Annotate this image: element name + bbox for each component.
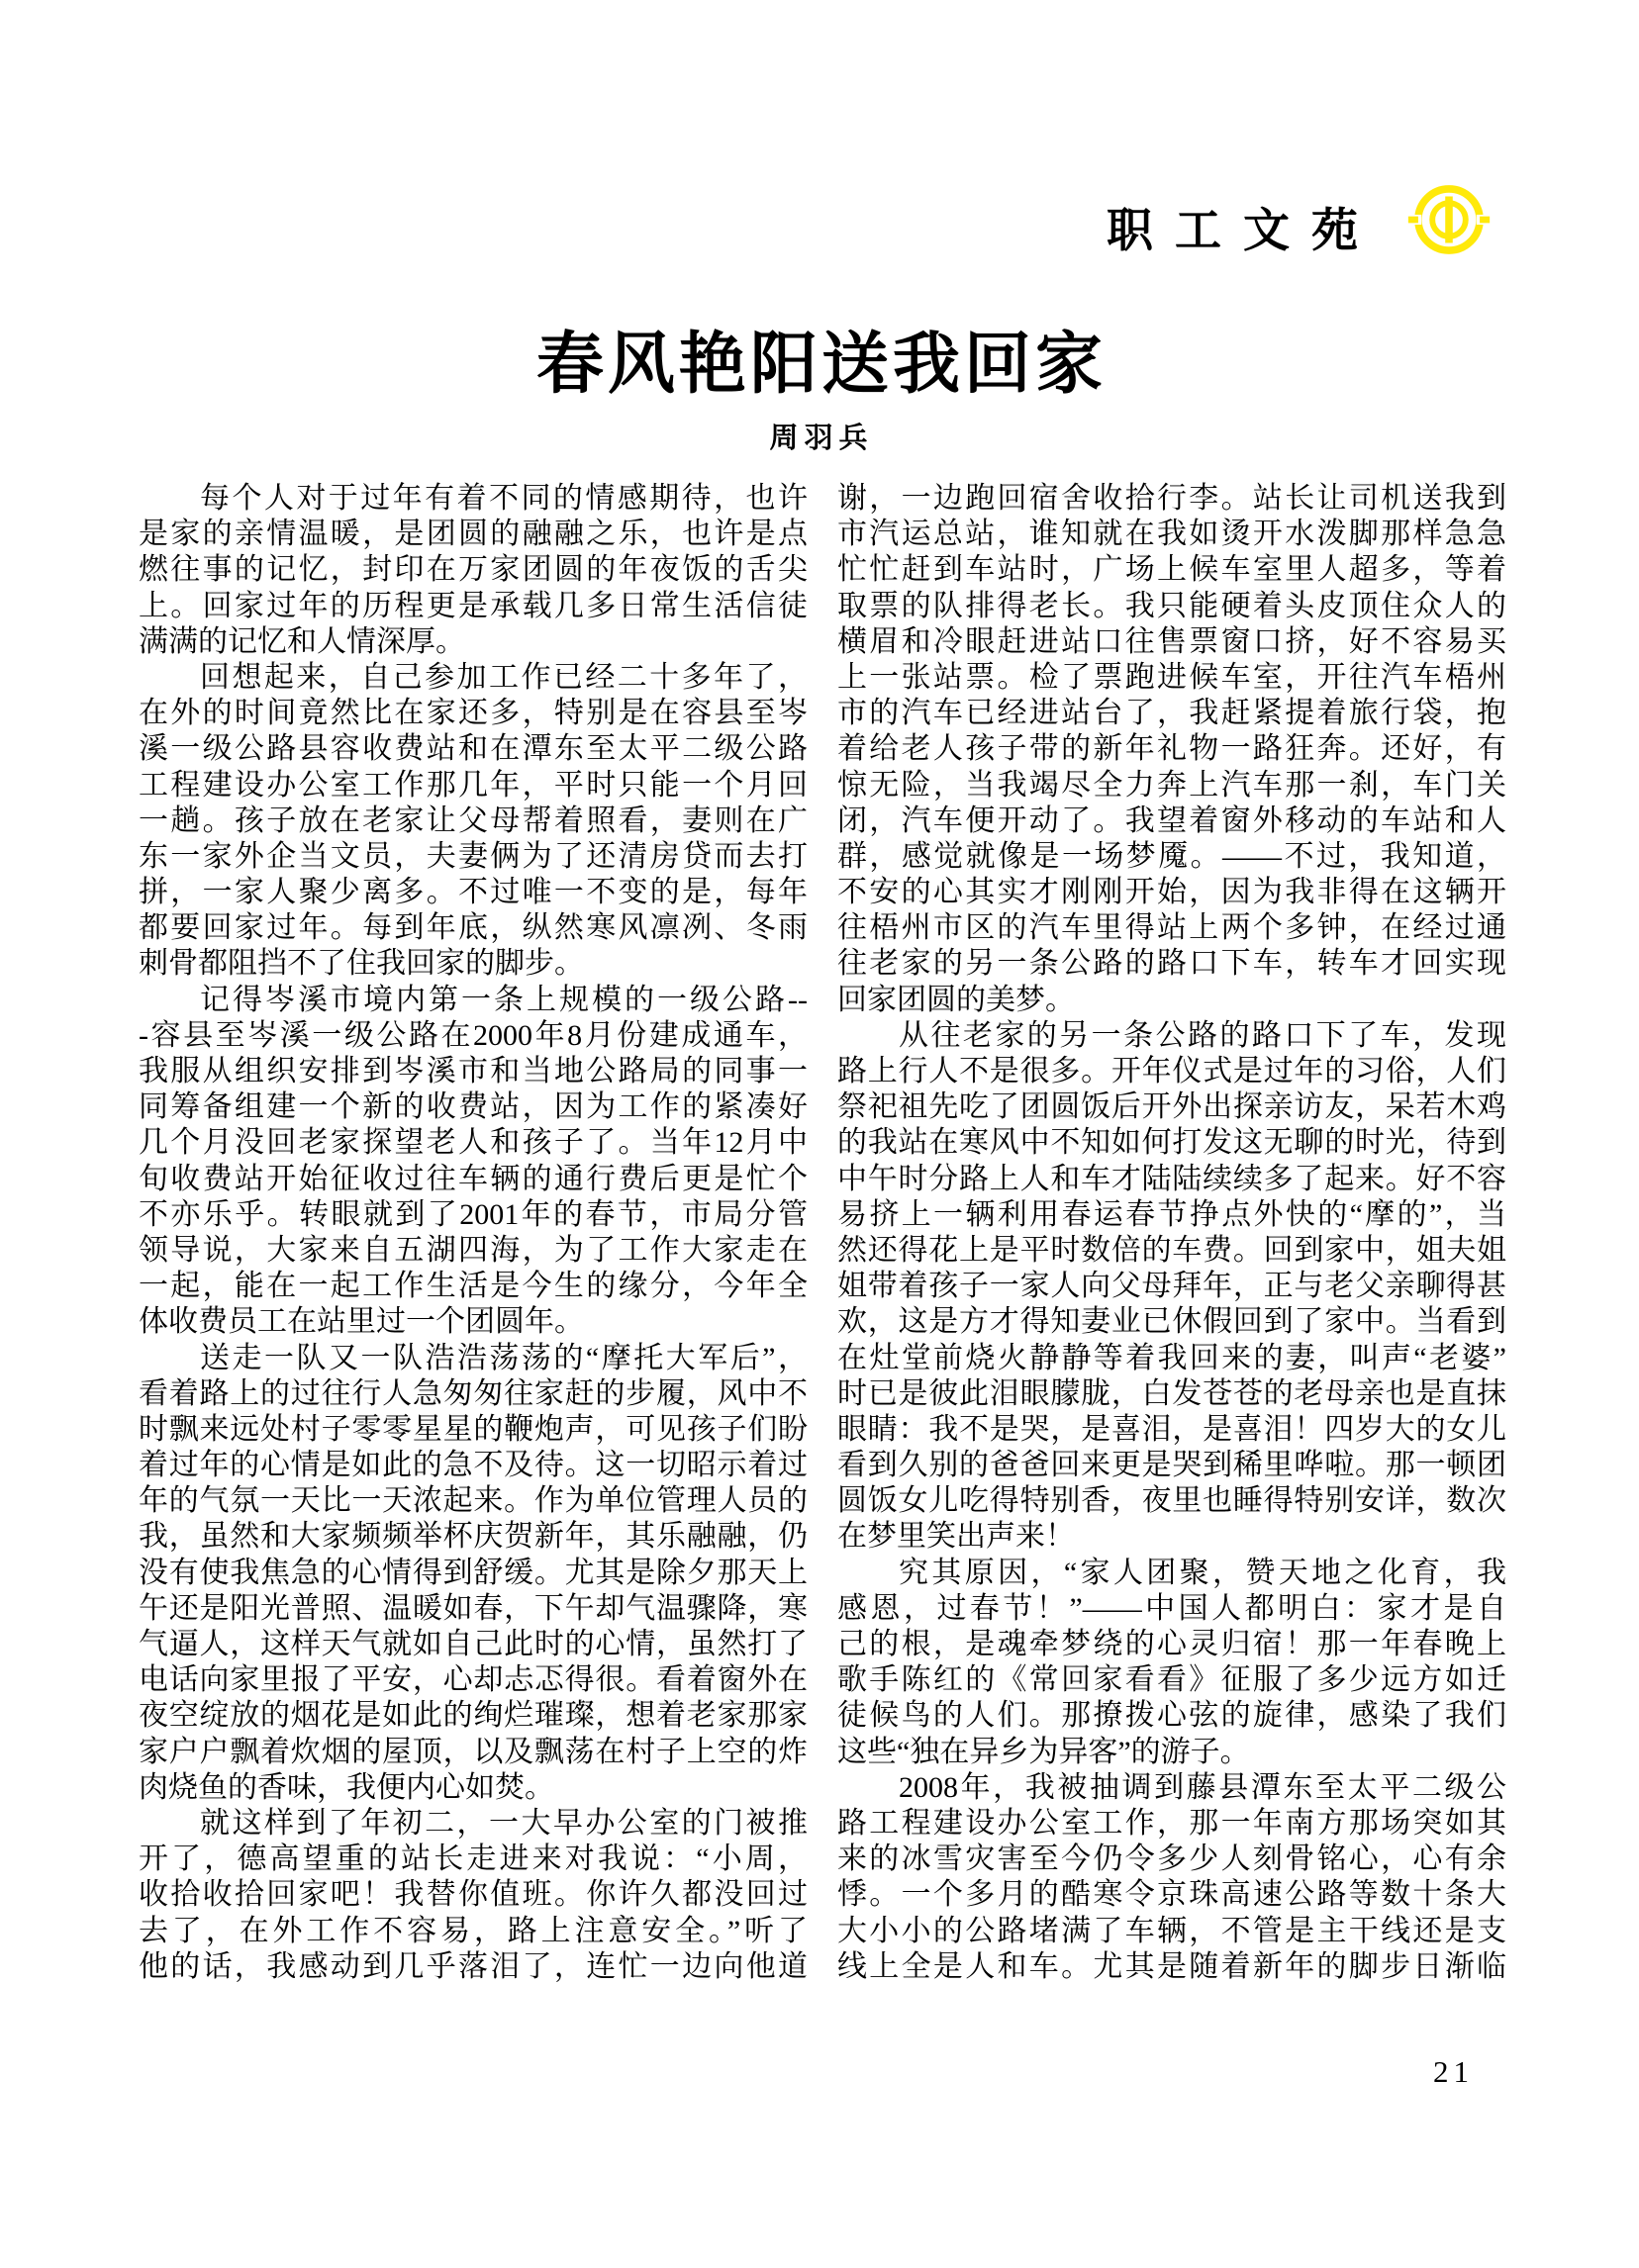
- text-line: 在梦里笑出声来！: [837, 1520, 1075, 1554]
- text-line: 在灶堂前烧火静静等着我回来的妻，叫声“老婆”: [837, 1341, 1506, 1374]
- text-line: 时飘来远处村子零零星星的鞭炮声，可见孩子们盼: [139, 1412, 808, 1446]
- text-line: 闭，汽车便开动了。我望着窗外移动的车站和人: [837, 803, 1506, 837]
- text-line: 市汽运总站，谁知就在我如烫开水泼脚那样急急: [837, 518, 1506, 551]
- text-line: 不亦乐乎。转眼就到了2001年的春节，市局分管: [139, 1197, 808, 1231]
- text-line: 在外的时间竟然比在家还多，特别是在容县至岑: [139, 697, 808, 730]
- text-line: 中午时分路上人和车才陆陆续续多了起来。好不容: [837, 1162, 1506, 1195]
- text-line: 感恩，过春节！”——中国人都明白：家才是自: [837, 1591, 1506, 1625]
- body-column-right: [837, 481, 1506, 1985]
- text-line: 往梧州市区的汽车里得站上两个多钟，在经过通: [837, 911, 1506, 945]
- text-line: 他的话，我感动到几乎落泪了，连忙一边向他道: [139, 1949, 808, 1983]
- text-line: 上一张站票。检了票跑进候车室，开往汽车梧州: [837, 660, 1506, 694]
- text-line: 旬收费站开始征收过往车辆的通行费后更是忙个: [139, 1162, 808, 1195]
- text-line: 收拾收拾回家吧！我替你值班。你许久都没回过: [139, 1878, 808, 1912]
- text-line: 每个人对于过年有着不同的情感期待，也许: [200, 482, 808, 515]
- text-line: 我，虽然和大家频频举杯庆贺新年，其乐融融，仍: [139, 1520, 808, 1554]
- text-line: 领导说，大家来自五湖四海，为了工作大家走在: [139, 1233, 808, 1267]
- text-line: 回家团圆的美梦。: [837, 983, 1075, 1016]
- section-masthead: 职工文苑: [1107, 206, 1380, 257]
- text-line: 气逼人，这样天气就如自己此时的心情，虽然打了: [139, 1628, 808, 1660]
- text-line: 送走一队又一队浩浩荡荡的“摩托大军后”，: [200, 1341, 808, 1374]
- text-line: 时已是彼此泪眼朦胧，白发苍苍的老母亲也是直抹: [837, 1376, 1506, 1410]
- text-line: 祭祀祖先吃了团圆饭后开外出探亲访友，呆若木鸡: [837, 1090, 1506, 1124]
- text-line: 夜空绽放的烟花是如此的绚烂璀璨，想着老家那家: [139, 1699, 808, 1733]
- text-line: 去了，在外工作不容易，路上注意安全。”听了: [139, 1914, 808, 1947]
- text-line: 己的根，是魂牵梦绕的心灵归宿！那一年春晚上: [837, 1628, 1506, 1660]
- article-title: 春风艳阳送我回家: [535, 327, 1107, 402]
- text-line: 看到久别的爸爸回来更是哭到稀里哗啦。那一顿团: [837, 1449, 1506, 1482]
- text-line: 是家的亲情温暖，是团圆的融融之乐，也许是点: [139, 518, 808, 551]
- text-line: 肉烧鱼的香味，我便内心如焚。: [139, 1770, 554, 1804]
- text-line: 一起，能在一起工作生活是今生的缘分，今年全: [139, 1270, 808, 1303]
- text-line: 记得岑溪市境内第一条上规模的一级公路--: [200, 983, 808, 1016]
- text-line: 来的冰雪灾害至今仍令多少人刻骨铭心，心有余: [837, 1843, 1506, 1876]
- text-line: 着给老人孩子带的新年礼物一路狂奔。还好，有: [837, 732, 1506, 766]
- text-line: 2008年，我被抽调到藤县潭东至太平二级公: [899, 1770, 1506, 1804]
- text-line: 满满的记忆和人情深厚。: [139, 624, 465, 658]
- text-line: 没有使我焦急的心情得到舒缓。尤其是除夕那天上: [139, 1556, 808, 1589]
- text-line: 一趟。孩子放在老家让父母帮着照看，妻则在广: [139, 803, 808, 837]
- text-line: 忙忙赶到车站时，广场上候车室里人超多，等着: [837, 553, 1506, 587]
- text-line: 工程建设办公室工作那几年，平时只能一个月回: [139, 768, 808, 802]
- text-line: 体收费员工在站里过一个团圆年。: [139, 1305, 584, 1339]
- text-line: 谢，一边跑回宿舍收拾行李。站长让司机送我到: [837, 482, 1506, 515]
- text-line: 然还得花上是平时数倍的车费。回到家中，姐夫姐: [837, 1233, 1506, 1267]
- text-line: 同筹备组建一个新的收费站，因为工作的紧凑好: [139, 1090, 808, 1124]
- text-line: 着过年的心情是如此的急不及待。这一切昭示着过: [139, 1449, 808, 1482]
- text-line: 拼，一家人聚少离多。不过唯一不变的是，每年: [139, 876, 808, 909]
- text-line: 线上全是人和车。尤其是随着新年的脚步日渐临: [837, 1949, 1506, 1983]
- text-line: 取票的队排得老长。我只能硬着头皮顶住众人的: [837, 589, 1506, 622]
- text-line: 都要回家过年。每到年底，纵然寒风凛冽、冬雨: [139, 911, 808, 945]
- text-line: 悸。一个多月的酷寒令京珠高速公路等数十条大: [837, 1878, 1506, 1912]
- text-line: 路工程建设办公室工作，那一年南方那场突如其: [837, 1806, 1506, 1840]
- text-line: 上。回家过年的历程更是承载几多日常生活信徒: [139, 589, 808, 622]
- text-line: 开了，德高望重的站长走进来对我说：“小周，: [139, 1843, 808, 1876]
- text-line: 我服从组织安排到岑溪市和当地公路局的同事一: [139, 1055, 808, 1087]
- text-line: 市的汽车已经进站台了，我赶紧提着旅行袋，抱: [837, 697, 1506, 730]
- text-line: 姐带着孩子一家人向父母拜年，正与老父亲聊得甚: [837, 1270, 1506, 1303]
- text-line: 这些“独在异乡为异客”的游子。: [837, 1735, 1250, 1768]
- text-line: 回想起来，自己参加工作已经二十多年了，: [200, 660, 808, 694]
- text-line: 看着路上的过往行人急匆匆往家赶的步履，风中不: [139, 1376, 808, 1410]
- text-line: 横眉和冷眼赶进站口往售票窗口挤，好不容易买: [837, 624, 1506, 658]
- text-line: 家户户飘着炊烟的屋顶，以及飘荡在村子上空的炸: [139, 1735, 808, 1768]
- trade-union-emblem-icon: [1407, 178, 1491, 261]
- text-line: 几个月没回老家探望老人和孩子了。当年12月中: [139, 1126, 808, 1160]
- text-line: 刺骨都阻挡不了住我回家的脚步。: [139, 947, 584, 981]
- text-line: -容县至岑溪一级公路在2000年8月份建成通车，: [139, 1018, 808, 1052]
- text-line: 午还是阳光普照、温暖如春，下午却气温骤降，寒: [139, 1591, 808, 1625]
- text-line: 年的气氛一天比一天浓起来。作为单位管理人员的: [139, 1484, 808, 1518]
- text-line: 电话向家里报了平安，心却忐忑得很。看着窗外在: [139, 1663, 808, 1697]
- text-line: 眼睛：我不是哭，是喜泪，是喜泪！四岁大的女儿: [837, 1412, 1506, 1446]
- text-line: 就这样到了年初二，一大早办公室的门被推: [200, 1806, 808, 1840]
- text-line: 的我站在寒风中不知如何打发这无聊的时光，待到: [837, 1126, 1506, 1160]
- text-line: 惊无险，当我竭尽全力奔上汽车那一刹，车门关: [837, 768, 1506, 802]
- text-line: 歌手陈红的《常回家看看》征服了多少远方如迁: [837, 1663, 1506, 1697]
- text-line: 不安的心其实才刚刚开始，因为我非得在这辆开: [837, 876, 1506, 909]
- article-author: 周羽兵: [769, 423, 874, 454]
- text-line: 徒候鸟的人们。那撩拨心弦的旋律，感染了我们: [837, 1699, 1506, 1733]
- text-line: 圆饭女儿吃得特别香，夜里也睡得特别安详，数次: [837, 1484, 1506, 1518]
- text-line: 群，感觉就像是一场梦魇。——不过，我知道，: [837, 839, 1506, 873]
- text-line: 溪一级公路县容收费站和在潭东至太平二级公路: [139, 732, 808, 766]
- text-line: 究其原因，“家人团聚，赞天地之化育，我: [899, 1556, 1506, 1589]
- text-line: 往老家的另一条公路的路口下车，转车才回实现: [837, 947, 1506, 981]
- text-line: 大小小的公路堵满了车辆，不管是主干线还是支: [837, 1914, 1506, 1947]
- text-line: 从往老家的另一条公路的路口下了车，发现: [899, 1018, 1506, 1052]
- page-number: 21: [1433, 2054, 1474, 2089]
- body-column-left: [139, 481, 808, 1985]
- text-line: 燃往事的记忆，封印在万家团圆的年夜饭的舌尖: [139, 553, 808, 587]
- text-line: 欢，这是方才得知妻业已休假回到了家中。当看到: [837, 1305, 1506, 1339]
- text-line: 易挤上一辆利用春运春节挣点外快的“摩的”，当: [837, 1197, 1506, 1231]
- text-line: 路上行人不是很多。开年仪式是过年的习俗，人们: [837, 1055, 1506, 1087]
- text-line: 东一家外企当文员，夫妻俩为了还清房贷而去打: [139, 839, 808, 873]
